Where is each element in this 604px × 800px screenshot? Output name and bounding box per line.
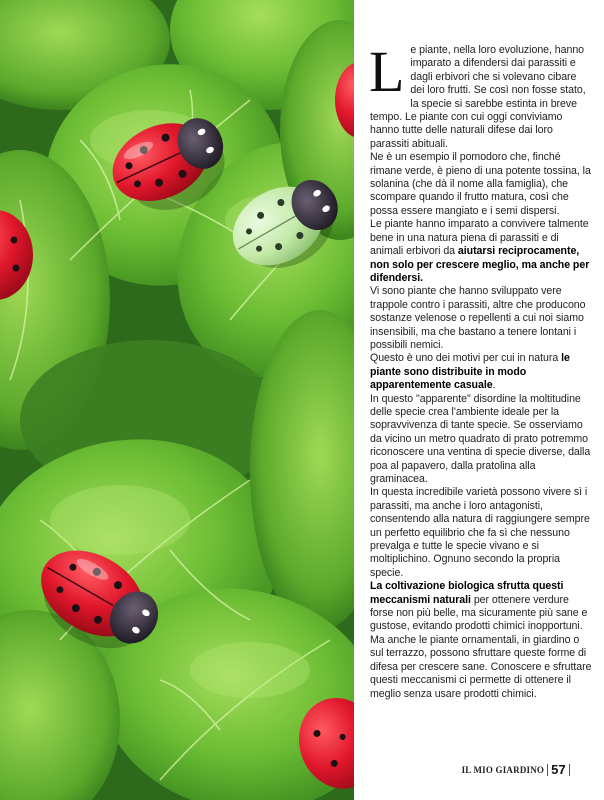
- body-text: Ma anche le piante ornamentali, in giardino o sul terrazzo, possono sfruttare queste forme di difesa per crescere sane. Conoscere e sfruttare questi meccanismi ci permette di ottenere il meglio senza usare prodotti chimici.: [370, 633, 592, 700]
- bold-text: La coltivazione biologica sfrutta questi meccanismi naturali: [370, 580, 564, 606]
- article-paragraph: [370, 634, 592, 701]
- article-paragraph: [370, 151, 592, 218]
- article-paragraph: [370, 218, 592, 285]
- body-text: Questo è uno dei motivi per cui in natura: [370, 352, 562, 365]
- body-text: .: [492, 379, 496, 392]
- body-text: per ottenere verdure forse non più belle, ma sicuramente più sane e gustose, evitando prodotti chimici inopportuni.: [370, 593, 588, 633]
- article-paragraph: [370, 352, 592, 392]
- page-footer: [462, 762, 570, 777]
- article-paragraph: [370, 285, 592, 352]
- bold-text: le piante sono distribuite in modo apparentemente casuale: [370, 352, 570, 392]
- body-text: e piante, nella loro evoluzione, hanno imparato a difendersi dai parassiti e dagli erbivori che si volevano cibare dei loro frutti. Se così non fosse stato, la specie si sarebbe estinta in breve tempo. Le piante con cui oggi conviviamo hanno tutte delle naturali difese dai loro parassiti abituali.: [370, 44, 586, 150]
- body-text: Ne è un esempio il pomodoro che, finché rimane verde, è pieno di una potente tossina, la solanina (che dà il nome alla famiglia), che scompare quando il frutto matura, così che possa essere mangiato e i semi dispersi.: [370, 151, 591, 217]
- body-text: In questa incredibile varietà possono vivere sì i parassiti, ma anche i loro antagonisti, consentendo alla natura di raggiungere sempre un perfetto equilibrio che fa sì che nessuno prevalga e tutte le specie vivano e si moltiplichino. Ognuno secondo la propria specie.: [370, 486, 590, 579]
- article-paragraph: [370, 393, 592, 487]
- footer-divider-right: [569, 764, 570, 776]
- page-number: 57: [551, 762, 566, 777]
- article-paragraph: [370, 486, 592, 580]
- bold-text: aiutarsi reciprocamente, non solo per crescere meglio, ma anche per difendersi.: [370, 245, 590, 284]
- drop-cap: L: [369, 39, 405, 104]
- body-text: In questo "apparente" disordine la moltitudine delle specie crea l'ambiente ideale per la sopravvivenza di tante specie. Se osserviamo da vicino un metro quadrato di prato potremmo riconoscere una ventina di specie diverse, dalla poa al papavero, dalla pratolina alla graminacea.: [370, 392, 591, 485]
- footer-divider: [547, 764, 548, 776]
- article-text: [369, 39, 592, 701]
- magazine-name: IL MIO GIARDINO: [461, 764, 545, 775]
- body-text: Vi sono piante che hanno sviluppato vere trappole contro i parassiti, altre che producono sostanze velenose o repellenti a cui noi siamo insensibili, ma che bastano a tenere lontani i possibili nemici.: [370, 285, 586, 351]
- body-text: Le piante hanno imparato a convivere talmente bene in una natura piena di parassiti e di animali erbivori da: [370, 218, 589, 258]
- article-body: [369, 39, 592, 701]
- article-paragraph: [370, 580, 592, 634]
